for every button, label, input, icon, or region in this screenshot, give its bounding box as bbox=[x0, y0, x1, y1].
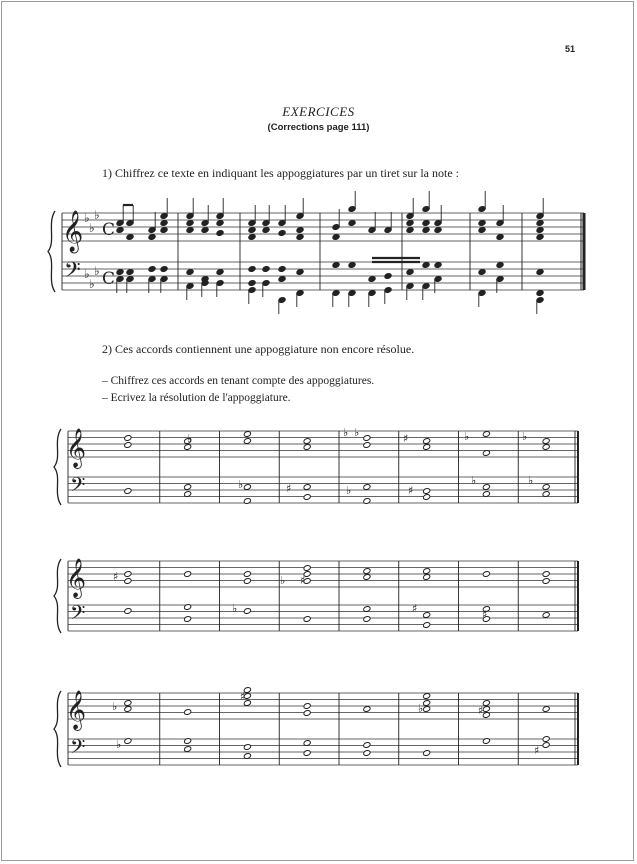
flat-icon: ♭ bbox=[94, 264, 100, 278]
sharp-icon: ♯ bbox=[534, 744, 540, 757]
flat-icon: ♭ bbox=[343, 426, 349, 439]
note-head bbox=[124, 435, 132, 442]
flat-icon: ♭ bbox=[528, 474, 534, 487]
sharp-icon: ♯ bbox=[478, 704, 484, 717]
treble-clef-icon: 𝄞 bbox=[62, 211, 84, 252]
note-head bbox=[542, 706, 550, 713]
note-head bbox=[124, 442, 132, 449]
music-system bbox=[54, 687, 578, 767]
note-head bbox=[482, 571, 490, 578]
note-head bbox=[124, 738, 132, 745]
note-head bbox=[303, 494, 311, 501]
treble-staff bbox=[68, 561, 578, 587]
note-head bbox=[423, 622, 431, 629]
note-head bbox=[124, 488, 132, 495]
note-head bbox=[243, 431, 251, 438]
treble-clef-icon: 𝄞 bbox=[66, 428, 87, 468]
flat-icon: ♭ bbox=[84, 267, 90, 281]
note-head bbox=[243, 484, 251, 491]
bass-staff bbox=[68, 605, 578, 631]
flat-icon: ♭ bbox=[94, 208, 100, 222]
sharp-icon: ♯ bbox=[113, 570, 119, 583]
note-head bbox=[303, 565, 311, 572]
treble-clef-icon: 𝄞 bbox=[66, 690, 87, 730]
bass-staff bbox=[68, 739, 578, 765]
sharp-icon: ♯ bbox=[300, 574, 306, 587]
note-head bbox=[363, 742, 371, 749]
note-head bbox=[243, 578, 251, 585]
note-head bbox=[184, 571, 192, 578]
note-head bbox=[423, 706, 431, 713]
note-head bbox=[243, 498, 251, 505]
note-head bbox=[184, 604, 192, 611]
note-head bbox=[423, 494, 431, 501]
flat-icon: ♭ bbox=[346, 484, 352, 497]
flat-icon: ♭ bbox=[280, 574, 286, 587]
bass-clef-icon: 𝄢 bbox=[70, 735, 86, 763]
time-signature: C bbox=[102, 269, 116, 289]
exercise-1-instruction: 1) Chiffrez ce texte en indiquant les appoggiatures par un tiret sur la note : bbox=[102, 166, 459, 180]
note-head bbox=[184, 484, 192, 491]
flat-icon: ♭ bbox=[418, 702, 424, 715]
note-head bbox=[363, 484, 371, 491]
note-head bbox=[423, 438, 431, 445]
flat-icon: ♭ bbox=[464, 430, 470, 443]
note-head bbox=[303, 703, 311, 710]
note-head bbox=[482, 431, 490, 438]
note-head bbox=[243, 571, 251, 578]
system-brace bbox=[54, 559, 61, 633]
flat-icon: ♭ bbox=[238, 478, 244, 491]
note-head bbox=[303, 484, 311, 491]
note-head bbox=[184, 746, 192, 753]
note-head bbox=[363, 706, 371, 713]
note-head bbox=[363, 574, 371, 581]
note-head bbox=[363, 750, 371, 757]
time-signature: C bbox=[102, 220, 116, 240]
note-head bbox=[423, 700, 431, 707]
sharp-icon: ♯ bbox=[403, 432, 409, 445]
flat-icon: ♭ bbox=[112, 700, 118, 713]
note-head bbox=[363, 442, 371, 449]
note-head bbox=[184, 709, 192, 716]
note-head bbox=[423, 568, 431, 575]
note-head bbox=[423, 488, 431, 495]
note-head bbox=[542, 484, 550, 491]
flat-icon: ♭ bbox=[116, 738, 122, 751]
bass-clef-icon: 𝄢 bbox=[64, 258, 81, 288]
note-head bbox=[124, 706, 132, 713]
note-head bbox=[423, 750, 431, 757]
note-head bbox=[184, 616, 192, 623]
note-head bbox=[542, 578, 550, 585]
bass-clef-icon: 𝄢 bbox=[70, 601, 86, 629]
note-head bbox=[423, 612, 431, 619]
page-subtitle: (Corrections page 111) bbox=[267, 122, 370, 133]
note-head bbox=[124, 608, 132, 615]
note-head bbox=[303, 438, 311, 445]
system-brace bbox=[54, 691, 61, 767]
sharp-icon: ♯ bbox=[408, 484, 414, 497]
treble-staff bbox=[68, 693, 578, 719]
note-head bbox=[243, 438, 251, 445]
note-head bbox=[243, 744, 251, 751]
note-head bbox=[184, 738, 192, 745]
note-head bbox=[482, 484, 490, 491]
note-head bbox=[363, 498, 371, 505]
flat-icon: ♭ bbox=[471, 474, 477, 487]
note-head bbox=[542, 612, 550, 619]
note-head bbox=[423, 574, 431, 581]
note-head bbox=[363, 616, 371, 623]
task-item: – Ecrivez la résolution de l'appoggiature. bbox=[102, 392, 291, 404]
task-item: – Chiffrez ces accords en tenant compte des appoggiatures. bbox=[102, 375, 375, 387]
note-head bbox=[363, 568, 371, 575]
note-head bbox=[482, 738, 490, 745]
flat-icon: ♭ bbox=[232, 602, 238, 615]
note-head bbox=[363, 435, 371, 442]
note-head bbox=[243, 608, 251, 615]
treble-clef-icon: 𝄞 bbox=[66, 558, 87, 598]
flat-icon: ♭ bbox=[187, 432, 193, 445]
flat-icon: ♭ bbox=[89, 277, 95, 291]
note-head bbox=[303, 710, 311, 717]
system-brace bbox=[54, 429, 61, 505]
bass-clef-icon: 𝄢 bbox=[70, 473, 86, 501]
page-title: EXERCICES bbox=[282, 104, 355, 119]
note-head bbox=[303, 616, 311, 623]
sharp-icon: ♯ bbox=[482, 608, 488, 621]
bass-staff bbox=[68, 477, 578, 503]
note-head bbox=[482, 700, 490, 707]
note-head bbox=[542, 444, 550, 451]
note-head bbox=[482, 706, 490, 713]
music-system bbox=[54, 558, 578, 633]
note-head bbox=[542, 438, 550, 445]
exercise-2-instruction: 2) Ces accords contiennent une appoggiature non encore résolue. bbox=[102, 342, 415, 356]
music-system bbox=[54, 428, 578, 505]
sharp-icon: ♯ bbox=[286, 482, 292, 495]
note-head bbox=[423, 693, 431, 700]
note-head bbox=[542, 736, 550, 743]
flat-icon: ♭ bbox=[89, 221, 95, 235]
note-head bbox=[124, 578, 132, 585]
note-head bbox=[542, 571, 550, 578]
treble-staff bbox=[68, 431, 578, 457]
flat-icon: ♭ bbox=[522, 430, 528, 443]
note-head bbox=[303, 750, 311, 757]
note-head bbox=[124, 571, 132, 578]
flat-icon: ♭ bbox=[354, 426, 360, 439]
note-head bbox=[423, 444, 431, 451]
note-head bbox=[303, 444, 311, 451]
note-head bbox=[124, 700, 132, 707]
note-head bbox=[542, 742, 550, 749]
page-number: 51 bbox=[565, 44, 576, 54]
sharp-icon: ♯ bbox=[412, 602, 418, 615]
sharp-icon: ♯ bbox=[240, 690, 246, 703]
flat-icon: ♭ bbox=[84, 211, 90, 225]
